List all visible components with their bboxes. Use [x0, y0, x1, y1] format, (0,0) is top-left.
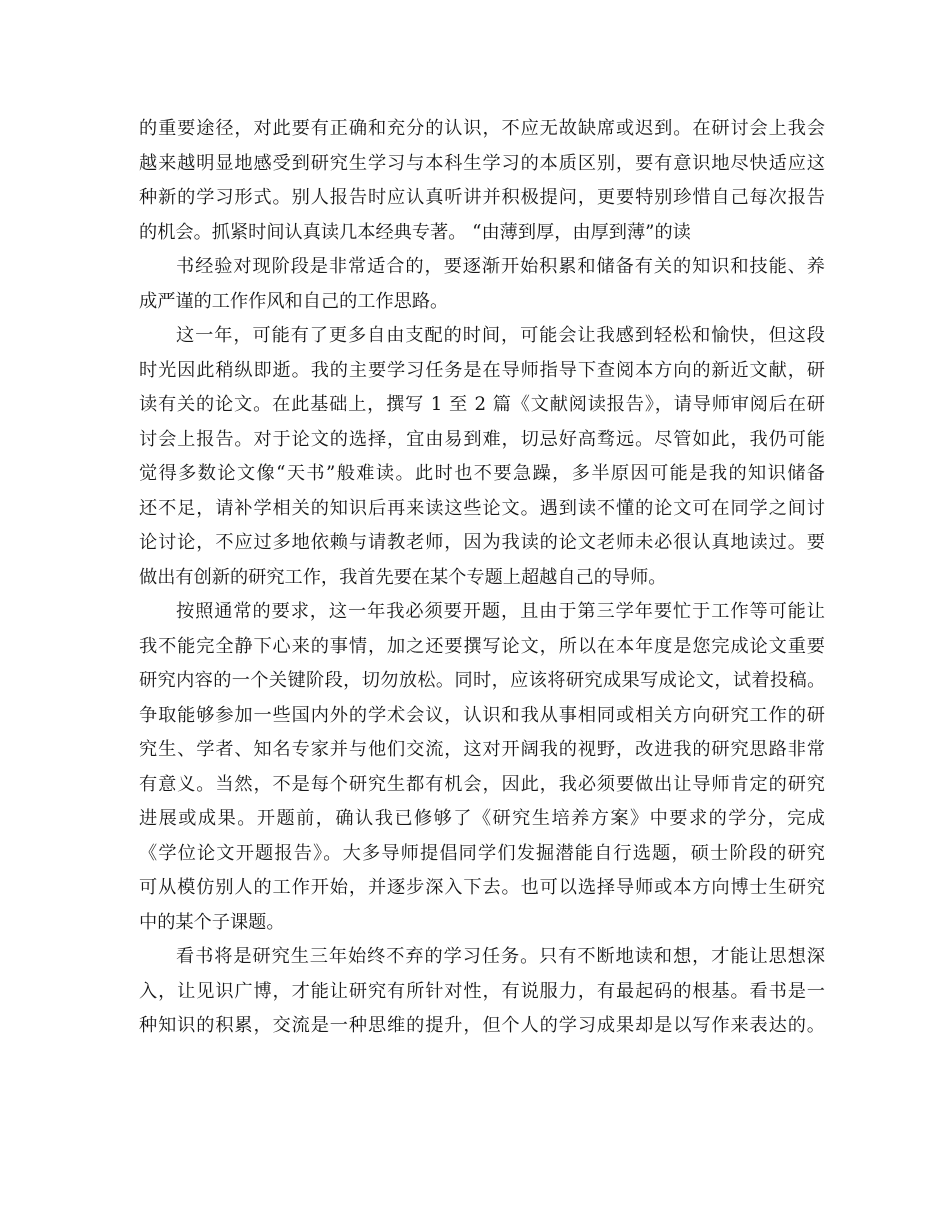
text-line: 的重要途径，对此要有正确和充分的认识，不应无故缺席或迟到。在研讨会上我会: [139, 118, 825, 139]
text-line: 争取能够参加一些国内外的学术会议，认识和我从事相同或相关方向研究工作的研: [139, 704, 825, 726]
text-line: 这一年，可能有了更多自由支配的时间，可能会让我感到轻松和愉快，但这段: [176, 325, 825, 346]
text-line: 做出有创新的研究工作，我首先要在某个专题上超越自己的导师。: [139, 566, 667, 588]
text-line: 讨会上报告。对于论文的选择，宜由易到难，切忌好高骛远。尽管如此，我仍可能: [139, 428, 825, 450]
document-page: [139, 112, 825, 1044]
paragraph-4: [139, 595, 825, 940]
paragraph-1: [139, 112, 825, 250]
text-line: 我不能完全静下心来的事情，加之还要撰写论文，所以在本年度是您完成论文重要: [139, 635, 825, 657]
text-line: 可从模仿别人的工作开始，并逐步深入下去。也可以选择导师或本方向博士生研究: [139, 877, 825, 898]
text-line: 中的某个子课题。: [139, 911, 285, 933]
text-line: 看书将是研究生三年始终不弃的学习任务。只有不断地读和想，才能让思想深: [176, 946, 825, 967]
text-line: 越来越明显地感受到研究生学习与本科生学习的本质区别，要有意识地尽快适应这: [139, 152, 825, 174]
text-line: 书经验对现阶段是非常适合的，要逐渐开始积累和储备有关的知识和技能、养: [176, 256, 825, 277]
text-line: 论讨论，不应过多地依赖与请教老师，因为我读的论文老师未必很认真地读过。要: [139, 532, 825, 553]
paragraph-2: [139, 250, 825, 319]
text-line: 入，让见识广博，才能让研究有所针对性，有说服力，有最起码的根基。看书是一: [139, 980, 825, 1002]
text-line: 成严谨的工作作风和自己的工作思路。: [139, 290, 449, 312]
text-line: 还不足，请补学相关的知识后再来读这些论文。遇到读不懂的论文可在同学之间讨: [139, 497, 825, 519]
text-line: 研究内容的一个关键阶段，切勿放松。同时，应该将研究成果写成论文，试着投稿。: [139, 670, 825, 691]
text-line: 有意义。当然，不是每个研究生都有机会，因此，我必须要做出让导师肯定的研究: [139, 773, 825, 795]
text-line: 种知识的积累，交流是一种思维的提升，但个人的学习成果却是以写作来表达的。: [139, 1015, 825, 1036]
text-line: 究生、学者、知名专家并与他们交流，这对开阔我的视野，改进我的研究思路非常: [139, 739, 825, 760]
paragraph-5: [139, 940, 825, 1044]
text-line: 觉得多数论文像“天书”般难读。此时也不要急躁，多半原因可能是我的知识储备: [139, 463, 825, 484]
text-line: 《学位论文开题报告》。大多导师提倡同学们发掘潜能自行选题，硕士阶段的研究: [139, 842, 825, 864]
text-line: 种新的学习形式。别人报告时应认真听讲并积极提问，更要特别珍惜自己每次报告: [139, 187, 825, 208]
paragraph-3: [139, 319, 825, 595]
text-line: 按照通常的要求，这一年我必须要开题，且由于第三学年要忙于工作等可能让: [176, 601, 825, 622]
text-line: 时光因此稍纵即逝。我的主要学习任务是在导师指导下查阅本方向的新近文献，研: [139, 359, 825, 381]
text-line: 进展或成果。开题前，确认我已修够了《研究生培养方案》中要求的学分，完成: [139, 808, 825, 829]
text-line: 读有关的论文。在此基础上，撰写 1 至 2 篇《文献阅读报告》，请导师审阅后在研: [139, 394, 825, 415]
text-line: 的机会。抓紧时间认真读几本经典专著。 “由薄到厚，由厚到薄”的读: [139, 221, 691, 243]
